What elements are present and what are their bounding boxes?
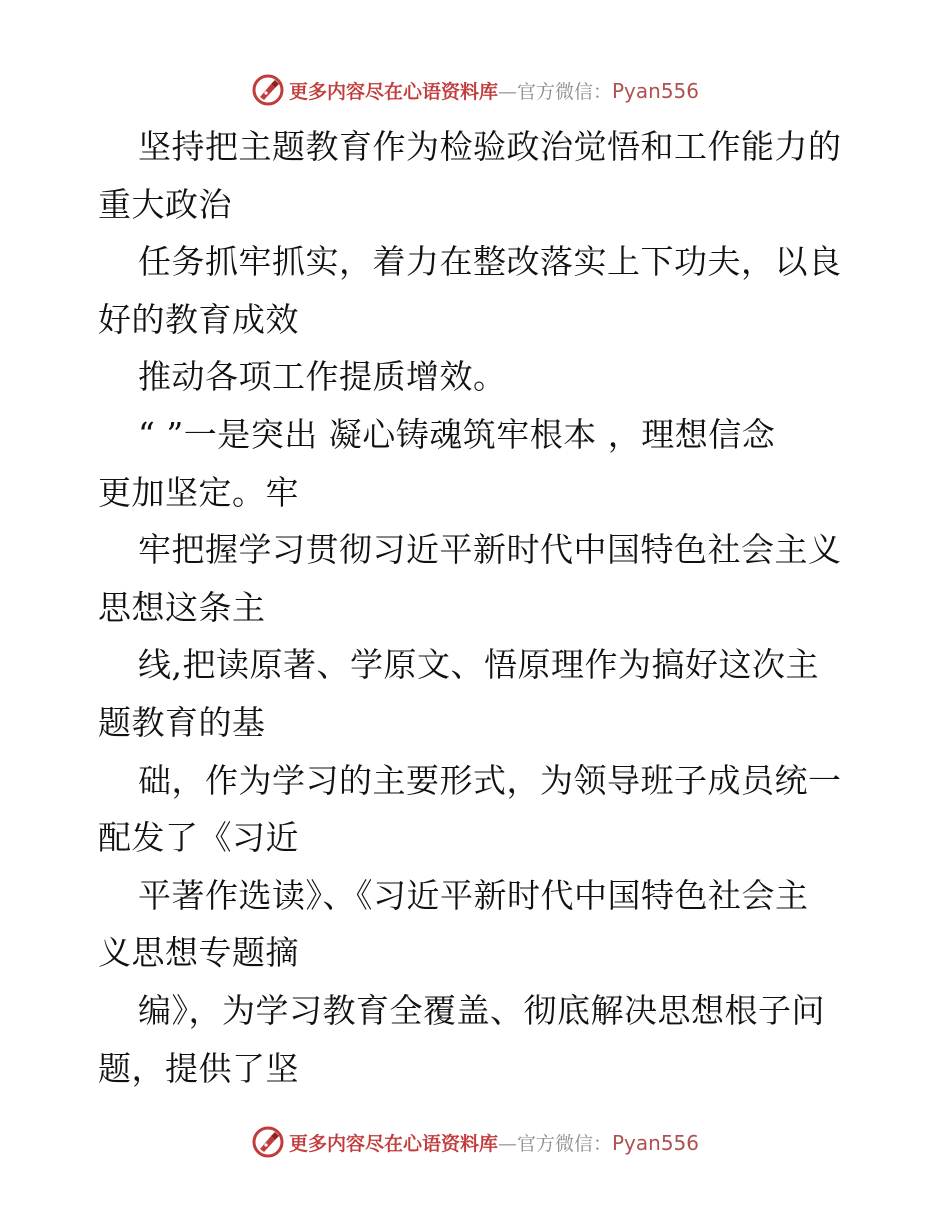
text-line: 线,把读原著、学原文、悟原理作为搞好这次主 — [138, 645, 819, 685]
footer-banner — [0, 1122, 950, 1162]
text-line: 更加坚定。牢 — [98, 472, 299, 512]
banner-text — [289, 1129, 699, 1156]
banner-wechat-id: Pyan556 — [612, 1130, 700, 1155]
text-line: 题，提供了坚 — [98, 1048, 299, 1088]
text-line: 平著作选读》、《习近平新时代中国特色社会主 — [138, 875, 809, 915]
banner-dash: — — [497, 80, 517, 103]
text-line: 配发了《习近 — [98, 818, 299, 858]
banner-wechat-label: 官方微信： — [516, 80, 612, 103]
banner-main-text: 更多内容尽在心语资料库 — [288, 80, 498, 103]
text-line: 题教育的基 — [98, 702, 266, 742]
banner-text — [289, 77, 699, 104]
text-line: 思想这条主 — [98, 587, 266, 627]
text-line: 好的教育成效 — [98, 299, 299, 339]
pen-nib-logo-icon — [251, 73, 285, 107]
banner-dash: — — [497, 1132, 517, 1155]
text-line: “ ”一是突出 凝心铸魂筑牢根本 ，理想信念 — [138, 414, 776, 454]
header-banner — [0, 70, 950, 110]
text-line: 编》，为学习教育全覆盖、彻底解决思想根子问 — [138, 990, 825, 1030]
text-line: 推动各项工作提质增效。 — [138, 357, 507, 397]
text-line: 牢把握学习贯彻习近平新时代中国特色社会主义 — [138, 530, 842, 570]
text-line: 础，作为学习的主要形式，为领导班子成员统一 — [138, 760, 842, 800]
banner-main-text: 更多内容尽在心语资料库 — [288, 1132, 498, 1155]
text-line: 重大政治 — [98, 184, 232, 224]
text-line: 义思想专题摘 — [98, 933, 299, 973]
document-body — [98, 118, 858, 1097]
banner-wechat-id: Pyan556 — [612, 78, 700, 103]
text-line: 坚持把主题教育作为检验政治觉悟和工作能力的 — [138, 127, 842, 166]
pen-nib-logo-icon — [251, 1125, 285, 1159]
text-line: 任务抓牢抓实，着力在整改落实上下功夫，以良 — [138, 242, 842, 282]
banner-wechat-label: 官方微信： — [516, 1132, 612, 1155]
